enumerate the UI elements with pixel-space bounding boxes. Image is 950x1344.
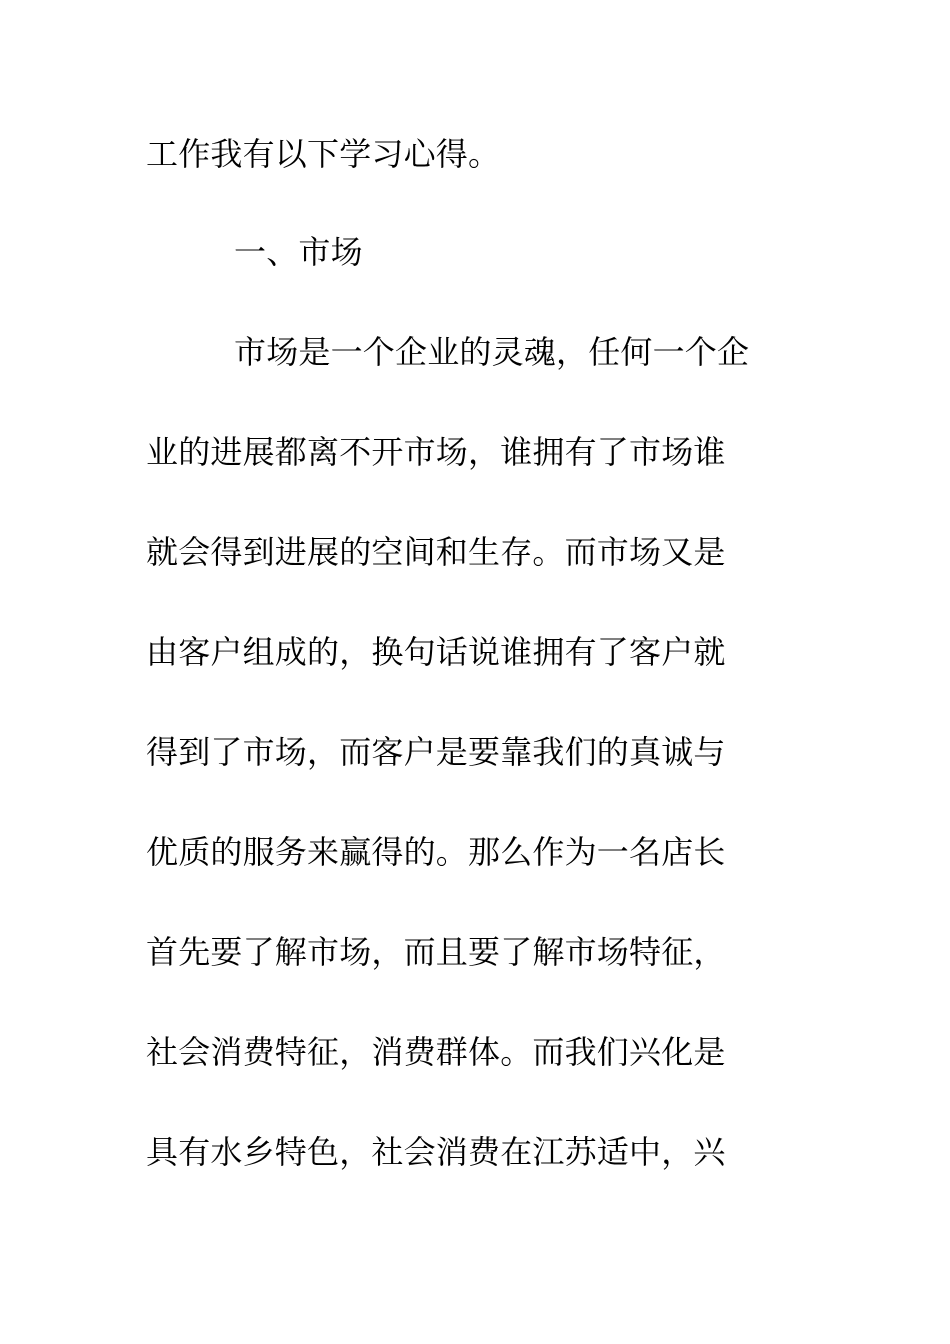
paragraph-first-line: 市场是一个企业的灵魂，任何一个企 xyxy=(234,333,750,371)
text-line: 业的进展都离不开市场，谁拥有了市场谁 xyxy=(146,433,726,471)
text-line: 由客户组成的，换句话说谁拥有了客户就 xyxy=(146,633,726,671)
text-line: 工作我有以下学习心得。 xyxy=(146,135,501,173)
text-line: 首先要了解市场，而且要了解市场特征， xyxy=(146,933,726,971)
section-heading: 一、市场 xyxy=(234,233,363,271)
text-line: 社会消费特征，消费群体。而我们兴化是 xyxy=(146,1033,726,1071)
text-line: 得到了市场，而客户是要靠我们的真诚与 xyxy=(146,733,726,771)
text-line: 具有水乡特色，社会消费在江苏适中，兴 xyxy=(146,1133,726,1171)
text-line: 就会得到进展的空间和生存。而市场又是 xyxy=(146,533,726,571)
text-line: 优质的服务来赢得的。那么作为一名店长 xyxy=(146,833,726,871)
